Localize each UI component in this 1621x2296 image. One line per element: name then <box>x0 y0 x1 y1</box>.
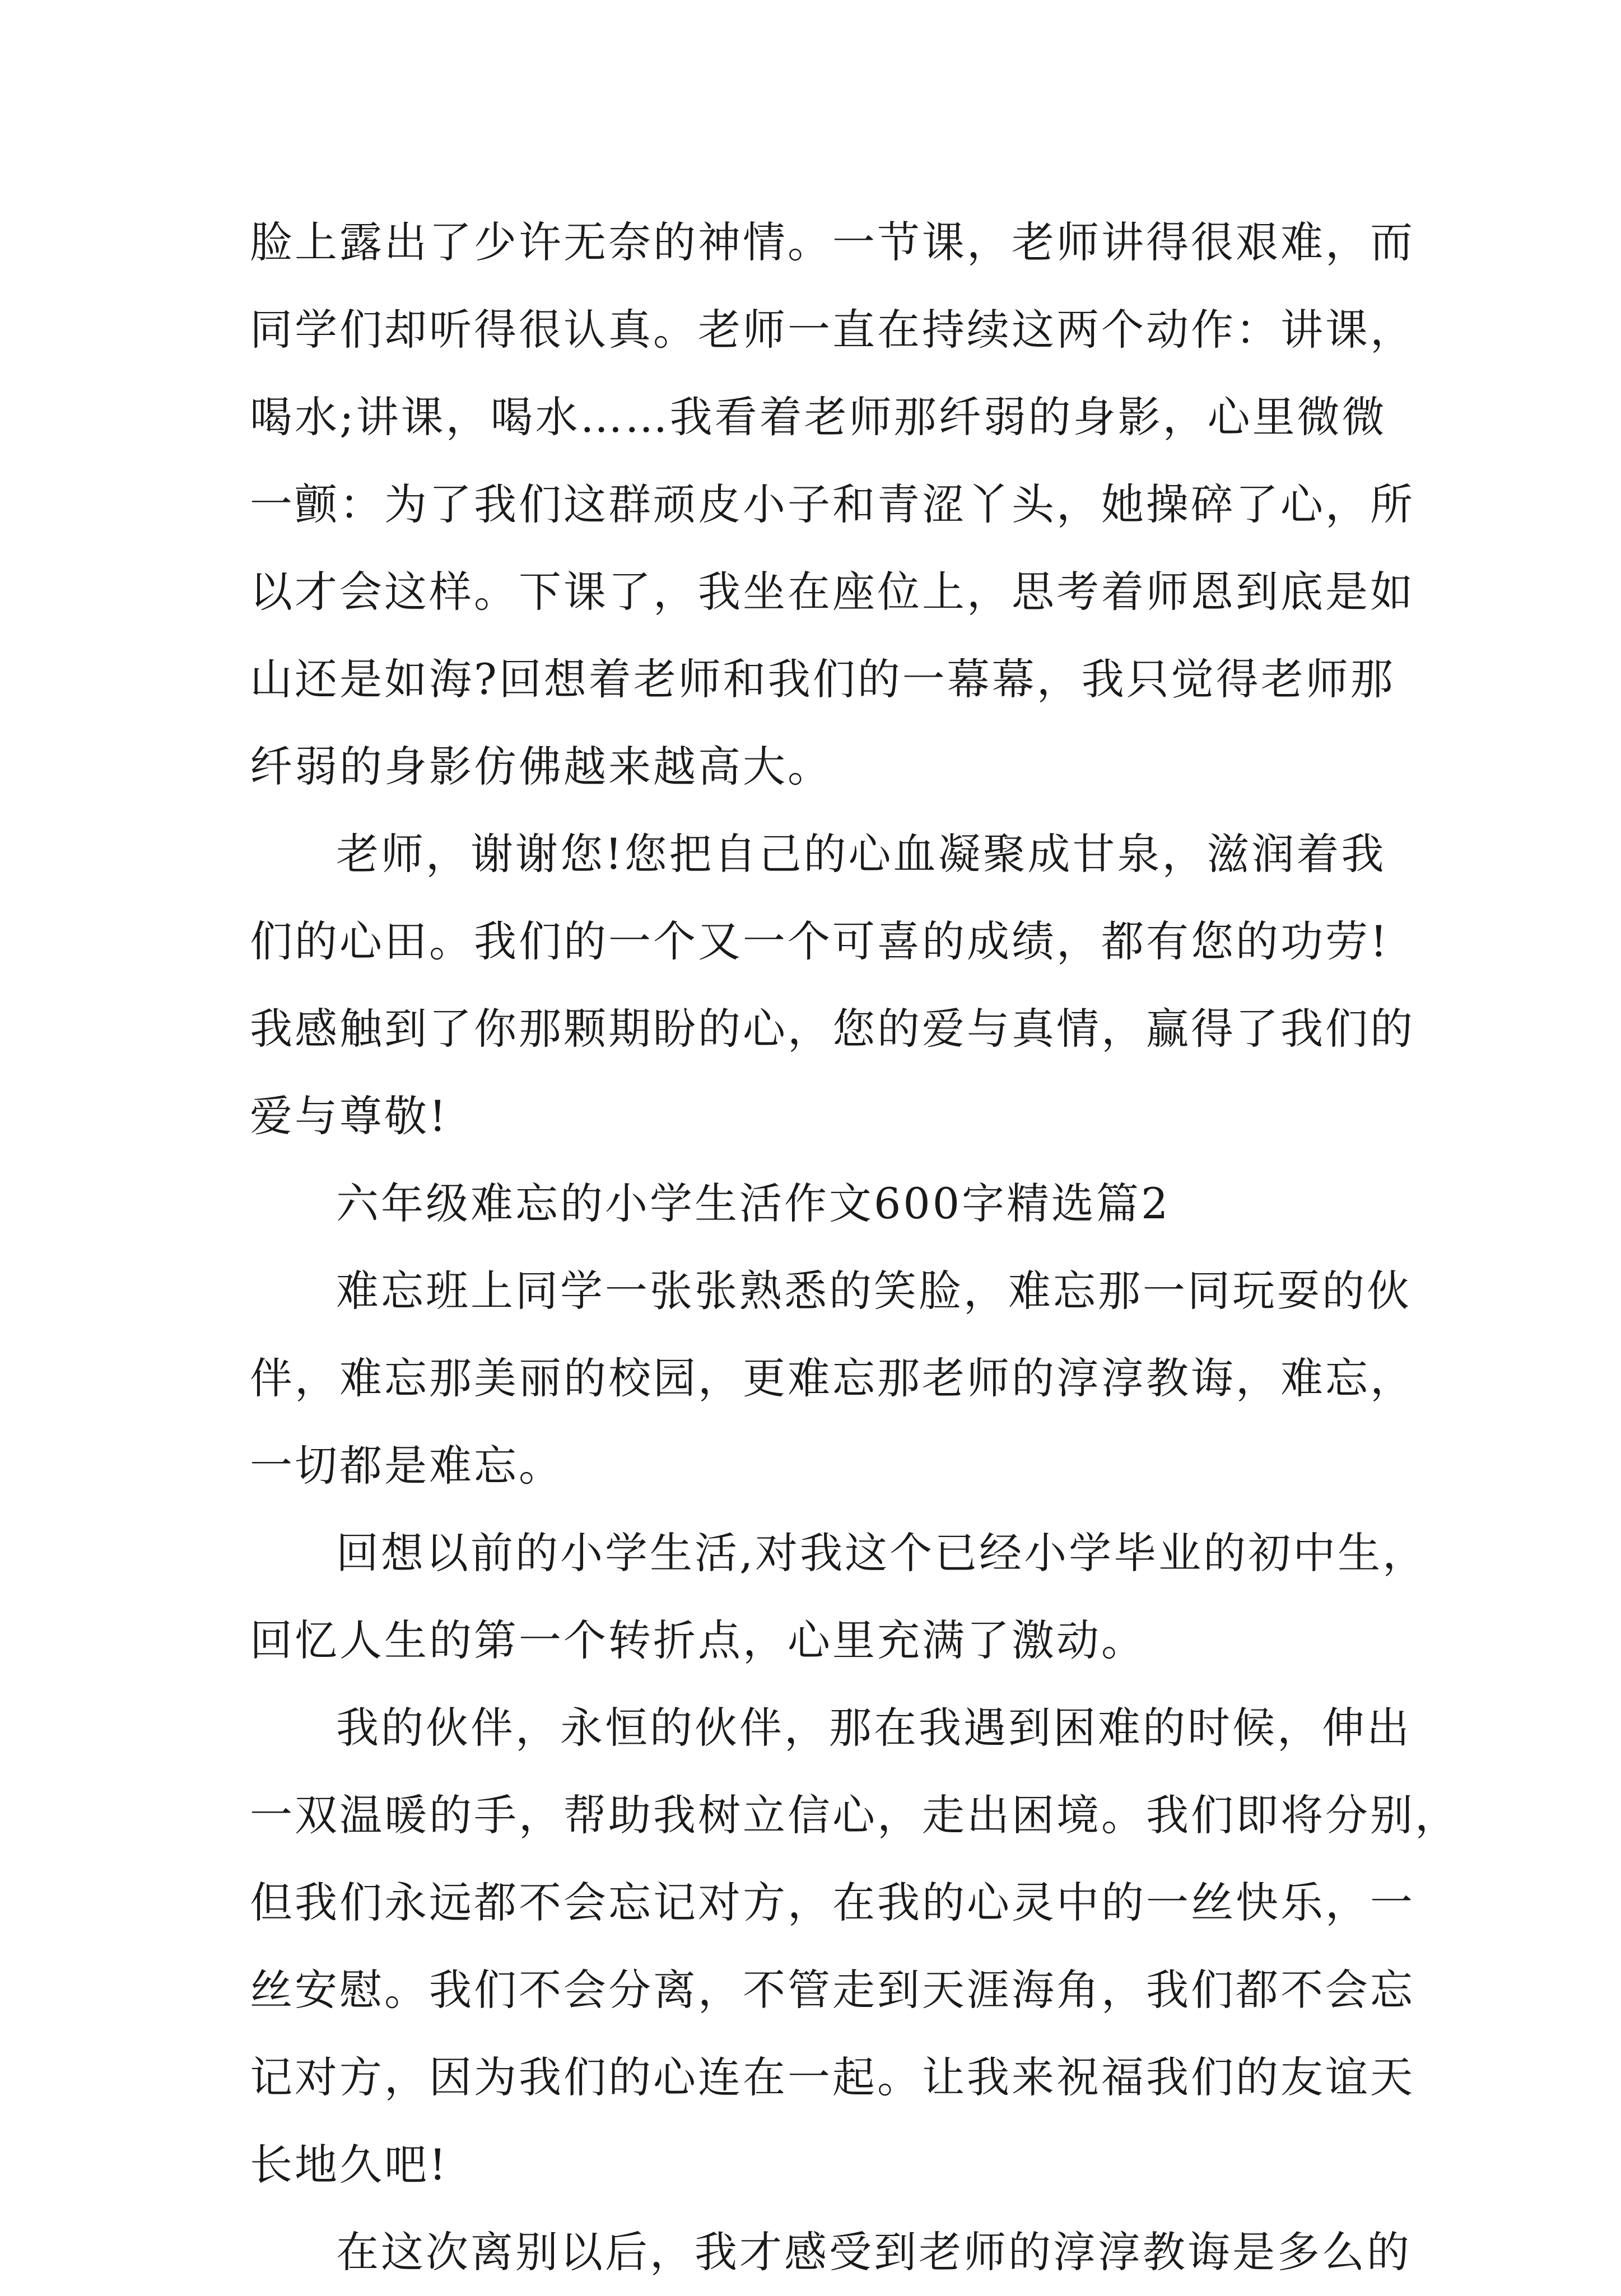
text-line: 伴，难忘那美丽的校园，更难忘那老师的淳淳教诲，难忘， <box>250 1353 1415 1403</box>
text-line: 长地久吧! <box>250 2140 449 2190</box>
text-line: 一双温暖的手，帮助我树立信心，走出困境。我们即将分别， <box>250 1790 1460 1840</box>
text-line: 回想以前的小学生活,对我这个已经小学毕业的初中生， <box>336 1528 1428 1578</box>
text-line: 山还是如海?回想着老师和我们的一幕幕，我只觉得老师那 <box>250 654 1395 704</box>
body-text <box>250 199 1460 2296</box>
text-line: 老师，谢谢您!您把自己的心血凝聚成甘泉，滋润着我 <box>336 829 1386 879</box>
text-line: 但我们永远都不会忘记对方，在我的心灵中的一丝快乐，一 <box>250 1878 1415 1927</box>
text-line: 喝水;讲课，喝水……我看着老师那纤弱的身影，心里微微 <box>250 392 1387 442</box>
text-line: 以才会这样。下课了，我坐在座位上，思考着师恩到底是如 <box>250 567 1415 617</box>
text-line: 在这次离别以后，我才感受到老师的淳淳教诲是多么的 <box>336 2227 1412 2277</box>
text-line: 们的心田。我们的一个又一个可喜的成绩，都有您的功劳! <box>250 916 1390 966</box>
text-line: 脸上露出了少许无奈的神情。一节课，老师讲得很艰难，而 <box>250 217 1415 267</box>
text-line: 六年级难忘的小学生活作文600字精选篇2 <box>336 1179 1171 1228</box>
text-line: 难忘班上同学一张张熟悉的笑脸，难忘那一同玩耍的伙 <box>336 1266 1412 1316</box>
text-line: 丝安慰。我们不会分离，不管走到天涯海角，我们都不会忘 <box>250 1965 1415 2015</box>
text-line: 一切都是难忘。 <box>250 1441 563 1491</box>
text-line: 一颤：为了我们这群顽皮小子和青涩丫头，她操碎了心，所 <box>250 479 1415 529</box>
text-line: 回忆人生的第一个转折点，心里充满了激动。 <box>250 1615 1146 1665</box>
text-line: 纤弱的身影仿佛越来越高大。 <box>250 742 832 791</box>
text-line: 我感触到了你那颗期盼的心，您的爱与真情，赢得了我们的 <box>250 1004 1415 1054</box>
text-line: 爱与尊敬! <box>250 1091 449 1141</box>
text-line: 同学们却听得很认真。老师一直在持续这两个动作：讲课， <box>250 305 1415 355</box>
text-line: 我的伙伴，永恒的伙伴，那在我遇到困难的时候，伸出 <box>336 1703 1412 1753</box>
text-line: 记对方，因为我们的心连在一起。让我来祝福我们的友谊天 <box>250 2052 1415 2102</box>
